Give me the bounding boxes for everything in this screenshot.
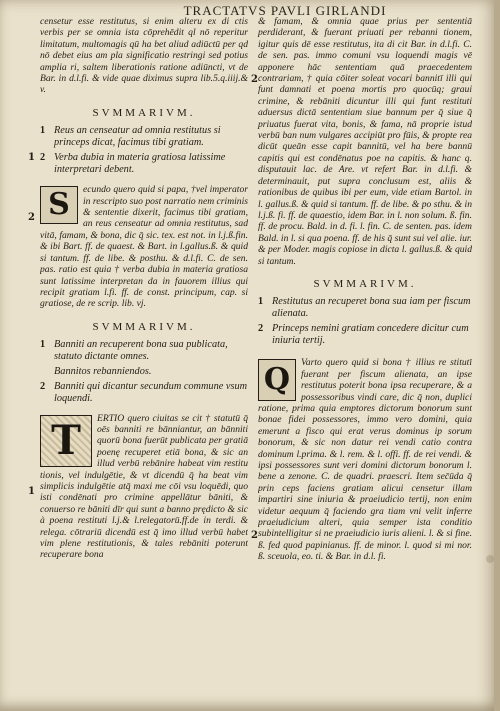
summary-text: Princeps nemini gratiam concedere dicitur cum iniuria tertij. <box>272 323 469 347</box>
summary-item <box>40 152 248 176</box>
left-opening-text: censetur esse restitutus, si enim alteru ex di ctis verbis per se omnia ista cōprehēdit ql nō reperitur limitatum, multomagis qū ha bet aliud adiūctū per qd nō debet eius am pla significatio restringi sed potius amplia ri, saltem liberationis ratione adiūncti, vt de Bar. in d.l.fi. & vide quae diximus supra lib.5.q.iiij.& v. <box>40 16 248 96</box>
decorated-initial-t: T <box>40 415 92 467</box>
summary-number: 2 <box>258 323 264 335</box>
quarto-section <box>258 357 472 562</box>
margin-number: 2 <box>251 530 258 541</box>
tertio-section <box>40 413 248 561</box>
running-head: TRACTATVS PAVLI GIRLANDI <box>183 3 387 18</box>
margin-number: 1 <box>28 486 35 497</box>
margin-number: 2 <box>28 212 35 223</box>
ink-blot <box>486 555 494 563</box>
summary-text: Restitutus an recuperet bona sua iam per fiscum alienata. <box>272 296 471 320</box>
margin-number: 2 <box>251 74 258 85</box>
summary-subline: Bannitos rebanniendos. <box>54 366 152 378</box>
margin-number: 1 <box>28 152 35 163</box>
summary-heading-3: SVMMARIVM. <box>313 277 417 290</box>
decorated-initial-s: S <box>40 186 78 224</box>
summary-number: 1 <box>258 296 264 308</box>
tertio-text: ERTIO quero ciuitas se cit † statutū q̄ oēs banniti re bānniantur, an bānniti quorū bona fuerūt publicata per gratiā poenę recuperet etiā bona, & sic an illud verbū rebānire habeat vim restitu tionis, vel indulgētie, & vt dicendū q̄ ha beat vim simplicis indulgētie atq̄ maxi me cōi vsu loquēdi, quo isti condēnati pro crimine appellātur bāniti, & conuerso re bāniti dīr qui sunt a banno prędicto & sic à poena restituti l.j.& l.relegatorū.ff.de in terdi. & relega. cōtrariū dicendū est q̄ imo illud verbū habet vim plene restitutionis, & tales rebāniti poterunt recuperare bona <box>40 412 248 561</box>
summary-item <box>258 296 472 320</box>
decorated-initial-q: Q <box>258 359 296 401</box>
summary-item <box>258 323 472 347</box>
summary-text: Banniti qui dicantur secundum commune vsum loquendi. <box>54 380 248 404</box>
summary-item <box>40 125 248 149</box>
secundo-text: ecundo quero quid si papa, †vel imperator in rescripto suo post narratio nem criminis & sententie dixerit, facimus tibi gratiam, an reus censeatur ad omnia restitutus, sad vitā, famam, & bona, dic q̄ sic. tex. est not. in l.j.ß.fin. & ibi Bart. ff. de quaest. & Bart. in l.gallus.ß. & quid si tantum. ff. de libe. & posthu. & d.l.fi. C. de sen. pas. ratio est quia † verba dubia in materia gratiosa sunt latissime interpretan da in fauorem illius qui recipit gratiam l.fi. ff. de const. principum, cap. si gratiose, de re scrip. lib. vj. <box>40 184 248 310</box>
summary-heading-2: SVMMARIVM. <box>92 320 196 333</box>
right-column <box>258 16 472 563</box>
summary-heading-1: SVMMARIVM. <box>92 106 196 119</box>
quarto-text: Varto quero quid si bona † illius re stitutī fuerant per fiscum alienata, an ipse restitutus poterit bona ipsa recuperare, & a possessoribus vindi care, dic q̄ non, duplici ratione, prima quia emptores dictorum bonorum sunt bonae fidei possessores, immo vero domini, quia emerunt a fisco qui erat verus dominus ip sorum bonorum, & sic non datur rei vendi catio contra dominum l.prima. & l. rem. & l. offi. ff. de rei vendi. & ipsi possessores sunt veri domini dictorum bonorum l. bene a zenone. C. de quadri. praescri. Item sec̄ūda q̄ prin ceps faciens gratiam alicui censetur illam impartiri sine iniuria & praeiudicio tertij, non enim videtur aequum q̄ faciendo gra tiam vni velit inferre praeiudicium alteri, quia semper ista conditio subintelligitur si ne praeiudicio iuris alieni. l. & si fine. ß. fed quod papinianus. ff. de minor. l. quod si mi nor. ß. sceuola, eo. ti. & Bar. in d.l. fi. <box>258 357 472 563</box>
summary-number: 1 <box>40 125 46 137</box>
summary-text: Banniti an recuperent bona sua publicata, statuto dictante omnes. <box>54 339 228 363</box>
summary-number: 2 <box>40 380 46 392</box>
summary-text: Verba dubia in materia gratiosa latissime interpretari debent. <box>54 152 226 176</box>
summary-number: 1 <box>40 339 46 351</box>
secundo-section <box>40 184 248 309</box>
summary-text: Reus an censeatur ad omnia restitutus si princeps dicat, facimus tibi gratiam. <box>54 125 221 149</box>
summary-item <box>40 381 248 405</box>
left-column <box>40 16 248 561</box>
page-edge <box>494 0 500 711</box>
summary-number: 2 <box>40 152 46 164</box>
summary-item <box>40 339 248 363</box>
right-opening-text: & famam, & omnia quae prius per sententiā perdiderant, & fuerant priuati per rebanni tionem, igitur quis dē esse restitutus, ita di cit Bar. in d.l.fi. C. de sen. pas. immo comuni vsu loquendi magis vē apponere hāc sententiam quā praecedentem contrariam, † quia cōiter soleat vocari bannitī illi qui funt damnati et poena mortis pro quocūq; graui crimine, & rebāniti dicuntur illi qui funt restituti aduersus dictā sententiam siue bannum per q̄ siue q̄ priuatus fuerat vita, bonis, & fama, nā proprie istud verbū ban num vulgares accipiūt pro fūis, & propte rea dicūt queān esse capit bannitū, vel ha bere bannū capitis qui est condēnatus poe na capitis. & hanc q. disputauit lac. de Are. vt refert Bar. in d.l.fi. & determinauit, put supra conclusum est, aliis & rationibus de quibus ibi per eum, vide etiam Bartol. in l. gallus.ß. & quid si tantum. ff. de libe. & po sthu. & in l.j.ß. fi. ff. de quaestio, idem Bar. in l. non solum. ß. fin. ff. de procu. Bald. in d. fi. l. fin. C. de senten. pas. idem Bald. in l. si qua poena. ff. de his q̄ sunt sui vel alie. iur. & per Moder. magis copiose in dicta l. gallus.ß. & quid si tantum. <box>258 16 472 267</box>
